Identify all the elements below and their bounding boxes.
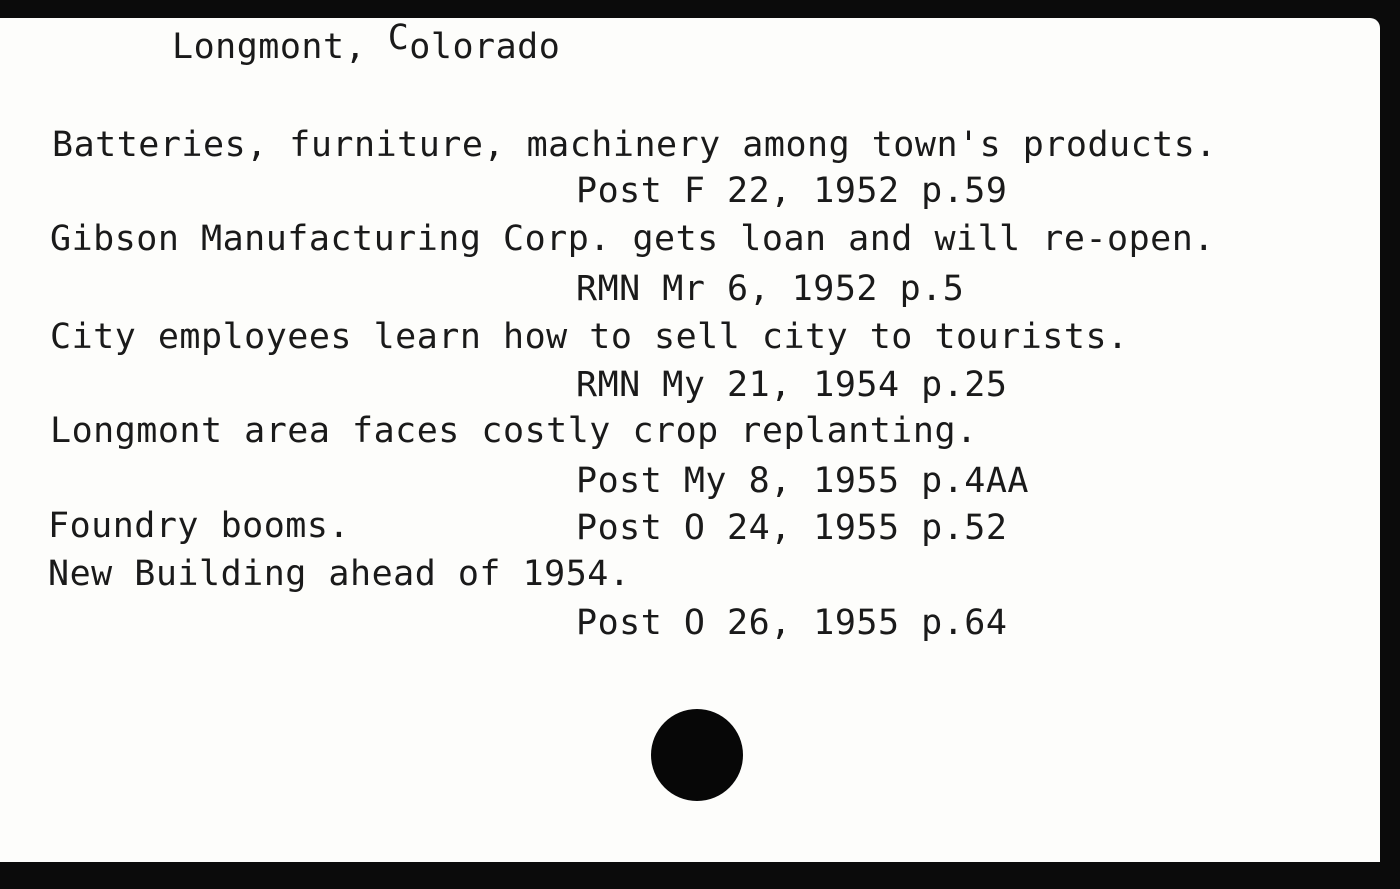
entry-citation: RMN Mr 6, 1952 p.5 <box>576 269 965 309</box>
entry-citation: Post F 22, 1952 p.59 <box>576 171 1008 211</box>
punch-hole <box>651 709 743 801</box>
entry-text: City employees learn how to sell city to tourists. <box>50 317 1129 357</box>
entry-citation: Post O 26, 1955 p.64 <box>576 603 1008 643</box>
entry-citation: RMN My 21, 1954 p.25 <box>576 365 1008 405</box>
entry-citation: Post My 8, 1955 p.4AA <box>576 461 1030 501</box>
card-heading <box>172 18 561 67</box>
entry-text: Batteries, furniture, machinery among town's products. <box>52 125 1217 165</box>
entry-text: Foundry booms. <box>48 506 351 546</box>
card-edge <box>1380 18 1400 862</box>
heading-text-start: Longmont, <box>172 27 388 67</box>
entry-citation: Post O 24, 1955 p.52 <box>576 508 1008 548</box>
heading-text-end: olorado <box>409 27 561 67</box>
entry-text: Longmont area faces costly crop replanting. <box>50 411 978 451</box>
entry-text: Gibson Manufacturing Corp. gets loan and will re-open. <box>50 219 1215 259</box>
entry-text: New Building ahead of 1954. <box>48 554 631 594</box>
heading-raised-letter: C <box>387 18 410 58</box>
